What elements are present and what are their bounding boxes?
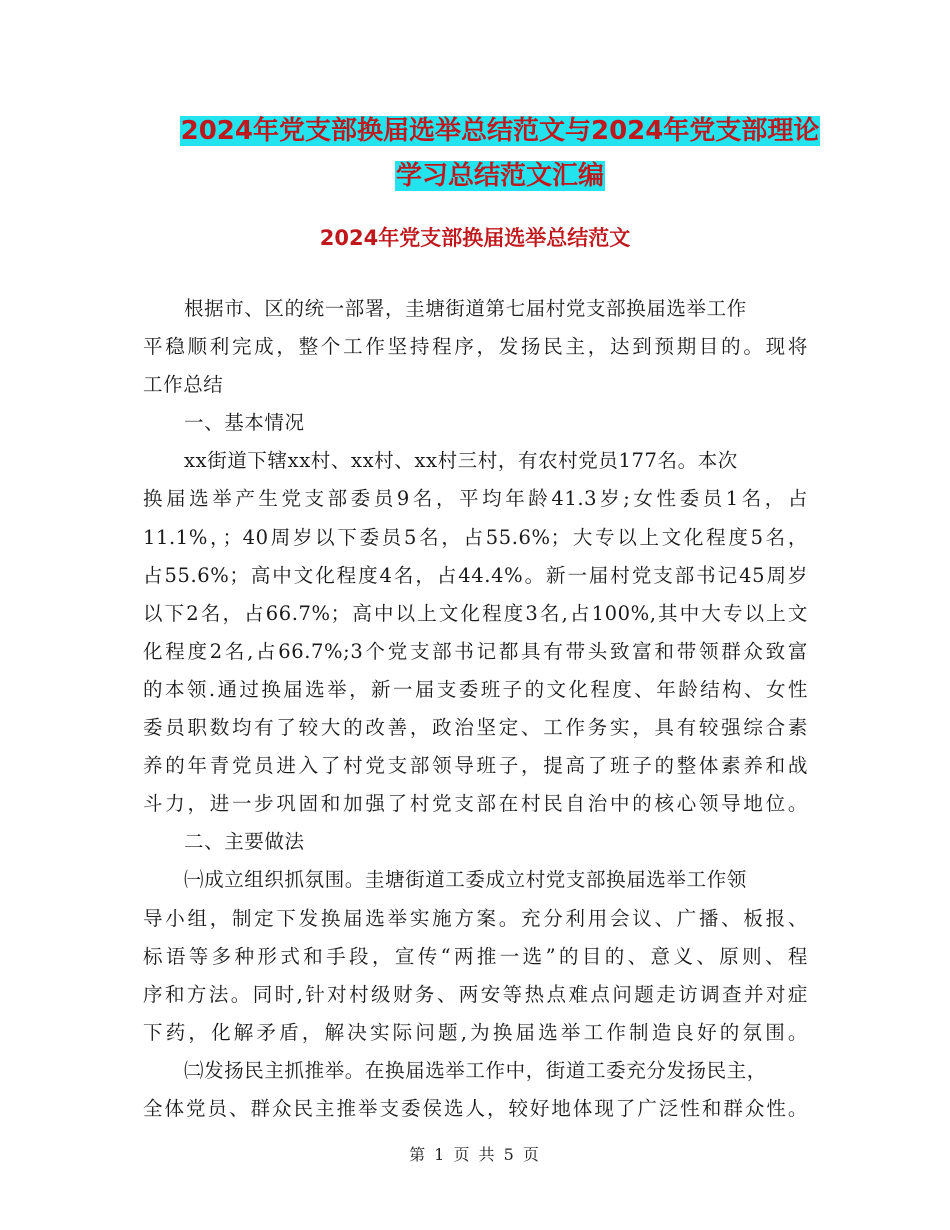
paragraph-line: 养的年青党员进入了村党支部领导班子，提高了班子的整体素养和战 bbox=[143, 754, 808, 778]
document-title-text-2: 学习总结范文汇编 bbox=[395, 161, 604, 191]
paragraph-line: 11.1%，；40周岁以下委员5名，占55.6%；大专以上文化程度5名， bbox=[143, 525, 808, 549]
page-footer: 第 1 页 共 5 页 bbox=[409, 1145, 541, 1164]
paragraph-line: 以下2名，占66.7%；高中以上文化程度3名,占100%,其中大专以上文 bbox=[143, 601, 808, 625]
document-title-line-2 bbox=[130, 156, 870, 196]
paragraph-line: 平稳顺利完成，整个工作坚持程序，发扬民主，达到预期目的。现将 bbox=[143, 335, 808, 359]
section-title: 2024年党支部换届选举总结范文 bbox=[319, 226, 631, 250]
paragraph-line: 标语等多种形式和手段，宣传“两推一选”的目的、意义、原则、程 bbox=[143, 944, 808, 968]
paragraph-line: ㈡发扬民主抓推举。在换届选举工作中，街道工委充分发扬民主， bbox=[184, 1058, 767, 1082]
paragraph-line: 换届选举产生党支部委员9名，平均年龄41.3岁;女性委员1名，占 bbox=[143, 487, 808, 511]
document-title-line-1 bbox=[130, 111, 870, 151]
paragraph-line: 导小组，制定下发换届选举实施方案。充分利用会议、广播、板报、 bbox=[143, 906, 808, 930]
section-heading: 一、基本情况 bbox=[184, 411, 305, 435]
paragraph-line: 斗力，进一步巩固和加强了村党支部在村民自治中的核心领导地位。 bbox=[143, 792, 808, 816]
document-title-text-1: 2024年党支部换届选举总结范文与2024年党支部理论 bbox=[180, 116, 820, 146]
paragraph-line: 工作总结 bbox=[143, 373, 224, 397]
paragraph-line: 下药，化解矛盾，解决实际问题,为换届选举工作制造良好的氛围。 bbox=[143, 1020, 808, 1044]
paragraph-line: 序和方法。同时,针对村级财务、两安等热点难点问题走访调查并对症 bbox=[143, 982, 808, 1006]
paragraph-line: ㈠成立组织抓氛围。圭塘街道工委成立村党支部换届选举工作领 bbox=[184, 868, 747, 892]
paragraph-line: 全体党员、群众民主推举支委侯选人，较好地体现了广泛性和群众性。 bbox=[143, 1096, 808, 1120]
body-text bbox=[143, 290, 808, 1128]
paragraph-line: 根据市、区的统一部署，圭塘街道第七届村党支部换届选举工作 bbox=[184, 297, 747, 320]
paragraph-line: 委员职数均有了较大的改善，政治坚定、工作务实，具有较强综合素 bbox=[143, 716, 808, 740]
paragraph-line: xx街道下辖xx村、xx村、xx村三村，有农村党员177名。本次 bbox=[184, 449, 738, 473]
paragraph-line: 的本领.通过换届选举，新一届支委班子的文化程度、年龄结构、女性 bbox=[143, 677, 808, 701]
paragraph-line: 占55.6%；高中文化程度4名，占44.4%。新一届村党支部书记45周岁 bbox=[143, 563, 808, 587]
section-heading: 二、主要做法 bbox=[184, 830, 305, 854]
paragraph-line: 化程度2名,占66.7%;3个党支部书记都具有带头致富和带领群众致富 bbox=[143, 639, 808, 663]
